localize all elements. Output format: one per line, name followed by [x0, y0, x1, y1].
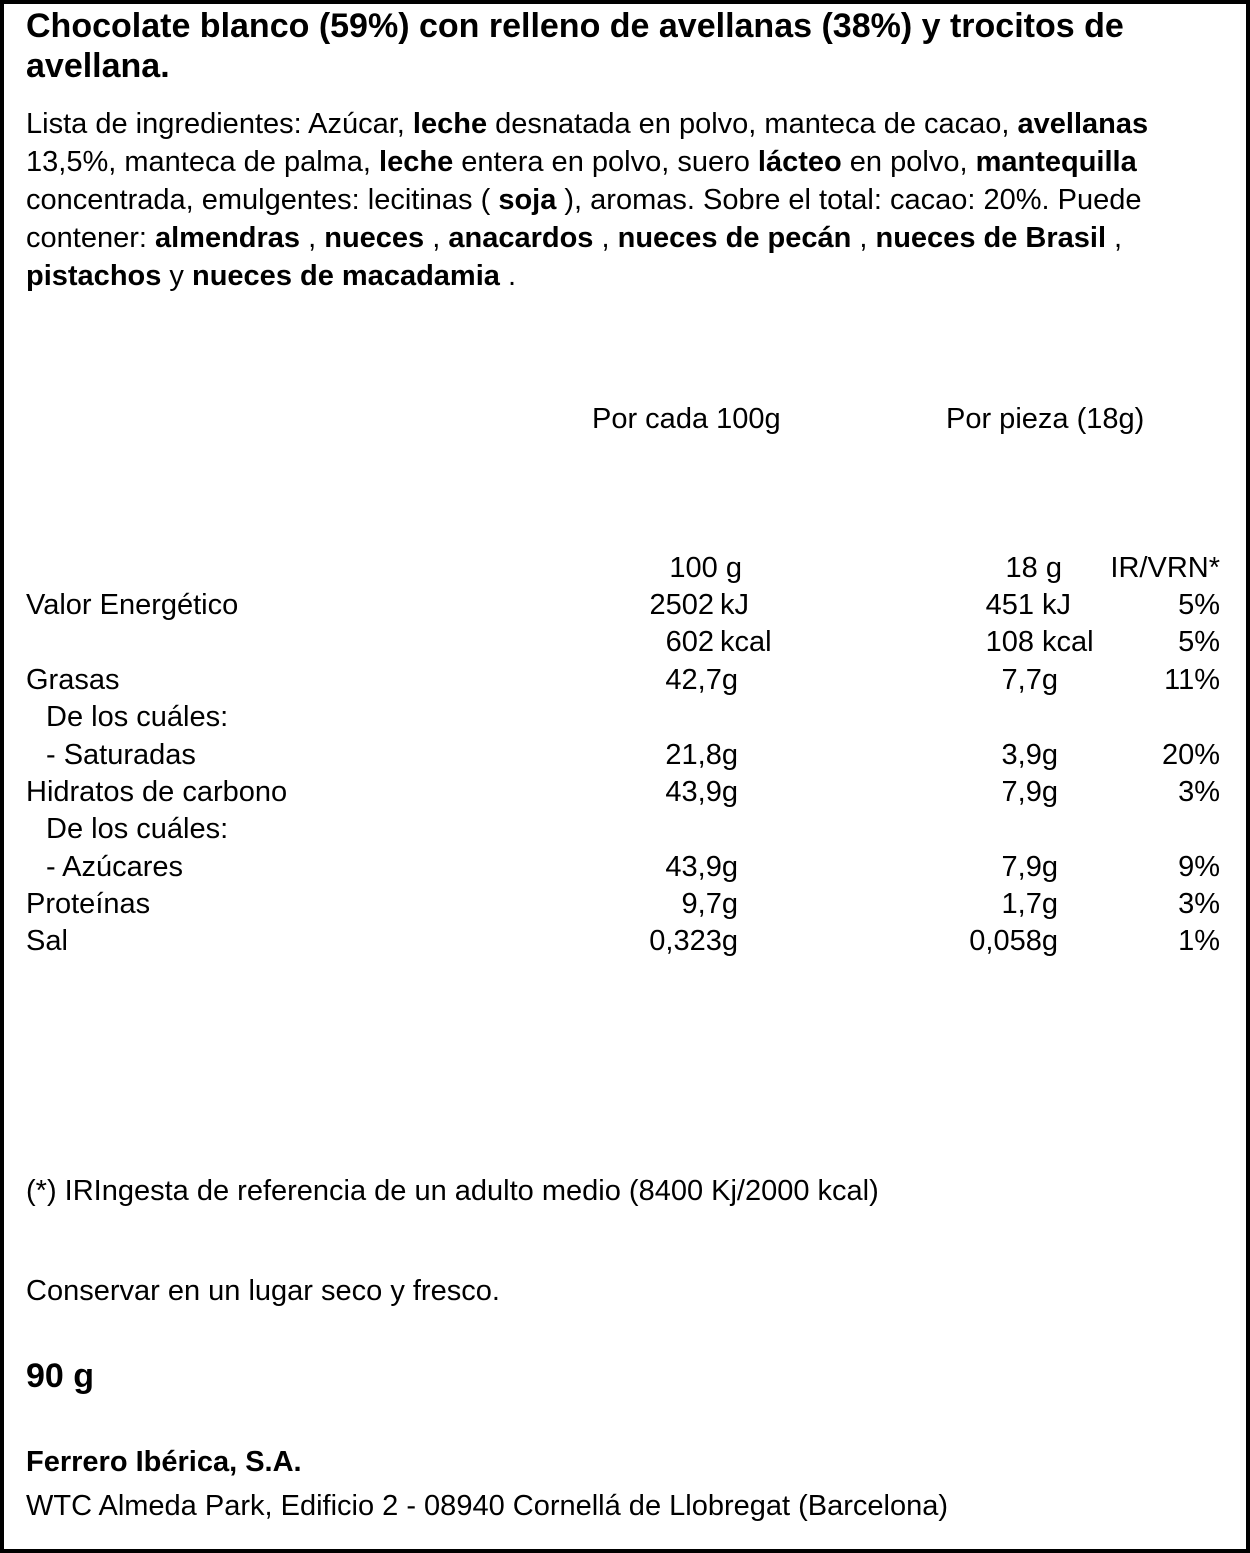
footnote: (*) IRIngesta de referencia de un adulto medio (8400 Kj/2000 kcal)	[26, 1175, 879, 1207]
table-row-sugars	[4, 849, 1246, 886]
unit: kJ	[720, 589, 749, 621]
value-ir: 1%	[1178, 925, 1220, 957]
value-ir: 11%	[1164, 664, 1220, 696]
separator: ,	[1106, 222, 1123, 254]
table-row-of-which	[4, 699, 1246, 736]
unit: kcal	[1042, 626, 1094, 658]
ingredients-text: Lista de ingredientes: Azúcar,	[26, 108, 413, 140]
value-18g: 451	[985, 589, 1034, 621]
value-ir: 3%	[1178, 776, 1220, 808]
separator: ,	[851, 222, 876, 254]
value-100g: 43,9g	[665, 776, 738, 808]
header-per-100g: Por cada 100g	[592, 403, 781, 435]
allergen-lacteo: lácteo	[757, 146, 842, 178]
table-row-saturated	[4, 737, 1246, 774]
allergen-leche: leche	[379, 146, 454, 178]
ingredients-text: ), aromas. Sobre el total: cacao: 20%. Puede contener:	[26, 184, 1142, 254]
value-ir: 3%	[1178, 888, 1220, 920]
value-100g: 43,9g	[665, 851, 738, 883]
table-row-salt	[4, 923, 1246, 960]
table-header-row	[4, 550, 1246, 587]
company-address: WTC Almeda Park, Edificio 2 - 08940 Cornellá de Llobregat (Barcelona)	[26, 1490, 949, 1522]
row-label: - Azúcares	[46, 851, 183, 883]
allergen-leche: leche	[412, 108, 488, 140]
value-ir: 5%	[1178, 626, 1220, 658]
value-100g: 42,7g	[665, 664, 738, 696]
table-row-energy-kcal	[4, 624, 1246, 661]
allergen-pecan: nueces de pecán	[617, 222, 852, 254]
column-18g: 18 g	[1005, 552, 1062, 584]
value-ir: 5%	[1178, 589, 1220, 621]
row-label: - Saturadas	[46, 739, 196, 771]
allergen-almendras: almendras	[154, 222, 301, 254]
row-label: Proteínas	[26, 888, 151, 920]
allergen-macadamia: nueces de macadamia	[192, 260, 500, 292]
column-100g: 100 g	[669, 552, 742, 584]
value-18g: 3,9g	[1001, 739, 1058, 771]
row-label: De los cuáles:	[46, 813, 229, 845]
table-row-carbs	[4, 774, 1246, 811]
unit: kJ	[1042, 589, 1071, 621]
company-name: Ferrero Ibérica, S.A.	[26, 1446, 302, 1478]
unit: kcal	[720, 626, 772, 658]
table-row-energy-kj	[4, 587, 1246, 624]
value-18g: 0,058g	[969, 925, 1058, 957]
value-100g: 2502	[649, 589, 714, 621]
header-per-piece: Por pieza (18g)	[946, 403, 1145, 435]
allergen-pistachos: pistachos	[26, 260, 162, 292]
table-row-fat	[4, 662, 1246, 699]
allergen-brasil: nueces de Brasil	[875, 222, 1106, 254]
separator: ,	[593, 222, 618, 254]
value-100g: 21,8g	[665, 739, 738, 771]
ingredients-text: concentrada, emulgentes: lecitinas (	[26, 184, 499, 216]
value-18g: 7,7g	[1001, 664, 1058, 696]
value-18g: 7,9g	[1001, 851, 1058, 883]
separator: .	[499, 260, 517, 292]
row-label: De los cuáles:	[46, 701, 229, 733]
value-100g: 0,323g	[649, 925, 738, 957]
value-18g: 7,9g	[1001, 776, 1058, 808]
ingredients-text: 13,5%, manteca de palma,	[26, 146, 380, 178]
table-row-of-which	[4, 811, 1246, 848]
row-label: Sal	[26, 925, 68, 957]
allergen-mantequilla: mantequilla	[975, 146, 1137, 178]
value-ir: 9%	[1178, 851, 1220, 883]
value-100g: 9,7g	[681, 888, 738, 920]
value-18g: 108	[985, 626, 1034, 658]
ingredients-list	[26, 105, 1226, 295]
separator: y	[161, 260, 192, 292]
allergen-avellanas: avellanas	[1017, 108, 1149, 140]
ingredients-text: desnatada en polvo, manteca de cacao,	[487, 108, 1018, 140]
value-ir: 20%	[1161, 739, 1220, 771]
row-label: Grasas	[26, 664, 120, 696]
row-label: Hidratos de carbono	[26, 776, 288, 808]
row-label: Valor Energético	[26, 589, 239, 621]
product-title: Chocolate blanco (59%) con relleno de avellanas (38%) y trocitos de avellana.	[26, 7, 1124, 85]
allergen-anacardos: anacardos	[448, 222, 594, 254]
net-weight: 90 g	[26, 1357, 95, 1395]
column-ir: IR/VRN*	[1110, 552, 1220, 584]
storage-instructions: Conservar en un lugar seco y fresco.	[26, 1275, 500, 1307]
value-18g: 1,7g	[1001, 888, 1058, 920]
ingredients-text: entera en polvo, suero	[453, 146, 758, 178]
ingredients-text: en polvo,	[841, 146, 976, 178]
allergen-nueces: nueces	[324, 222, 425, 254]
separator: ,	[300, 222, 325, 254]
value-100g: 602	[665, 626, 714, 658]
table-row-protein	[4, 886, 1246, 923]
separator: ,	[424, 222, 449, 254]
allergen-soja: soja	[498, 184, 557, 216]
